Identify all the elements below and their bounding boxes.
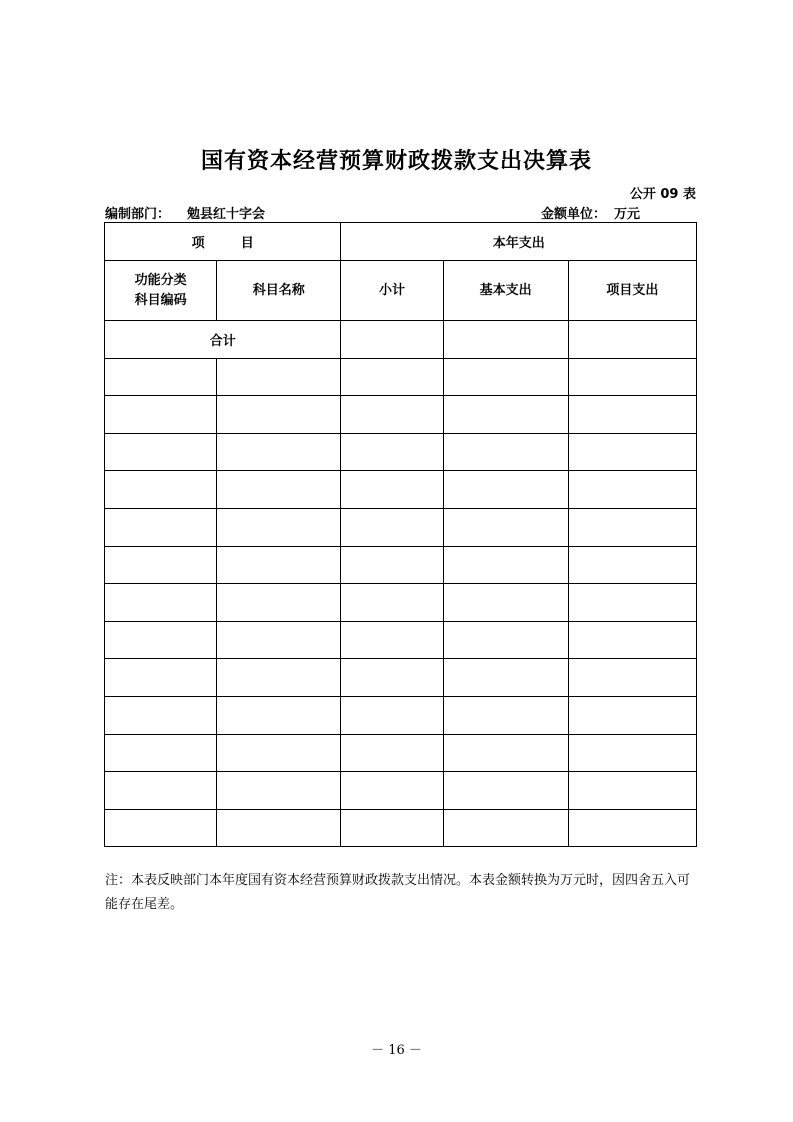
table-cell [341,772,443,810]
table-row [105,772,697,810]
table-cell [217,772,341,810]
table-row [105,508,697,546]
table-cell [217,546,341,584]
table-cell [341,433,443,471]
header-function-code [105,261,217,321]
table-cell [443,772,568,810]
table-cell [217,358,341,396]
table-cell [105,809,217,847]
table-cell [568,546,696,584]
table-cell [105,471,217,509]
page-title: 国有资本经营预算财政拨款支出决算表 [200,149,592,174]
table-cell [341,584,443,622]
table-cell [568,621,696,659]
table-cell [568,659,696,697]
table-row [105,396,697,434]
table-cell [341,809,443,847]
header-basic-expenditure: 基本支出 [443,261,568,321]
header-row-1 [105,223,697,261]
table-cell [105,396,217,434]
table-cell [568,696,696,734]
table-cell [341,546,443,584]
table-cell [443,584,568,622]
table-row [105,471,697,509]
table-cell [105,621,217,659]
table-cell [568,358,696,396]
expenditure-table [104,222,697,847]
table-cell [443,696,568,734]
dept-label: 编制部门： [105,207,171,222]
table-cell [341,358,443,396]
table-cell [105,358,217,396]
table-cell [217,471,341,509]
table-cell [568,508,696,546]
table-cell [217,696,341,734]
empty-rows [105,358,697,847]
table-cell [341,621,443,659]
table-cell [105,584,217,622]
table-cell [105,659,217,697]
table-cell [341,734,443,772]
table-cell [217,809,341,847]
header-function-code-line2: 科目编码 [134,292,187,308]
header-function-code-line1: 功能分类 [134,272,187,288]
table-cell [105,433,217,471]
table-cell [217,621,341,659]
total-label: 合计 [105,321,341,359]
table-cell [341,471,443,509]
total-project-cell [568,321,696,359]
table-cell [105,772,217,810]
table-cell [568,471,696,509]
table-cell [443,433,568,471]
table-cell [105,508,217,546]
table-row [105,358,697,396]
table-id: 公开 09 表 [629,187,696,202]
table-cell [568,396,696,434]
table-cell [443,358,568,396]
footnote: 注：本表反映部门本年度国有资本经营预算财政拨款支出情况。本表金额转换为万元时，因四舍五入可能存在尾差。 [105,873,691,912]
unit-label: 金额单位： [541,207,607,222]
table-cell [443,396,568,434]
header-row-2 [105,261,697,321]
table-cell [568,809,696,847]
table-cell [443,546,568,584]
total-row [105,321,697,359]
table-row [105,584,697,622]
total-basic-cell [443,321,568,359]
table-cell [443,659,568,697]
table-row [105,659,697,697]
table-cell [568,734,696,772]
table-cell [217,659,341,697]
table-cell [341,396,443,434]
table-cell [568,772,696,810]
table-row [105,809,697,847]
table-cell [217,396,341,434]
table-row [105,621,697,659]
table-cell [568,584,696,622]
table-row [105,546,697,584]
dept-value: 勉县红十字会 [187,207,266,222]
table-cell [568,433,696,471]
header-subtotal: 小计 [341,261,443,321]
unit-value: 万元 [614,207,641,222]
table-cell [341,508,443,546]
header-year-expenditure: 本年支出 [341,223,697,261]
page-number: － 16 － [371,1043,422,1058]
table-cell [217,433,341,471]
table-cell [443,621,568,659]
header-project-expenditure: 项目支出 [568,261,696,321]
table-cell [217,508,341,546]
table-cell [105,696,217,734]
table-cell [443,734,568,772]
total-subtotal-cell [341,321,443,359]
table-cell [217,734,341,772]
table-cell [105,734,217,772]
table-cell [217,584,341,622]
table-cell [443,508,568,546]
table-cell [341,696,443,734]
table-row [105,696,697,734]
table-cell [443,471,568,509]
table-cell [341,659,443,697]
table-cell [105,546,217,584]
table-row [105,433,697,471]
table-cell [443,809,568,847]
header-item: 项 目 [105,223,341,261]
table-row [105,734,697,772]
header-subject-name: 科目名称 [217,261,341,321]
